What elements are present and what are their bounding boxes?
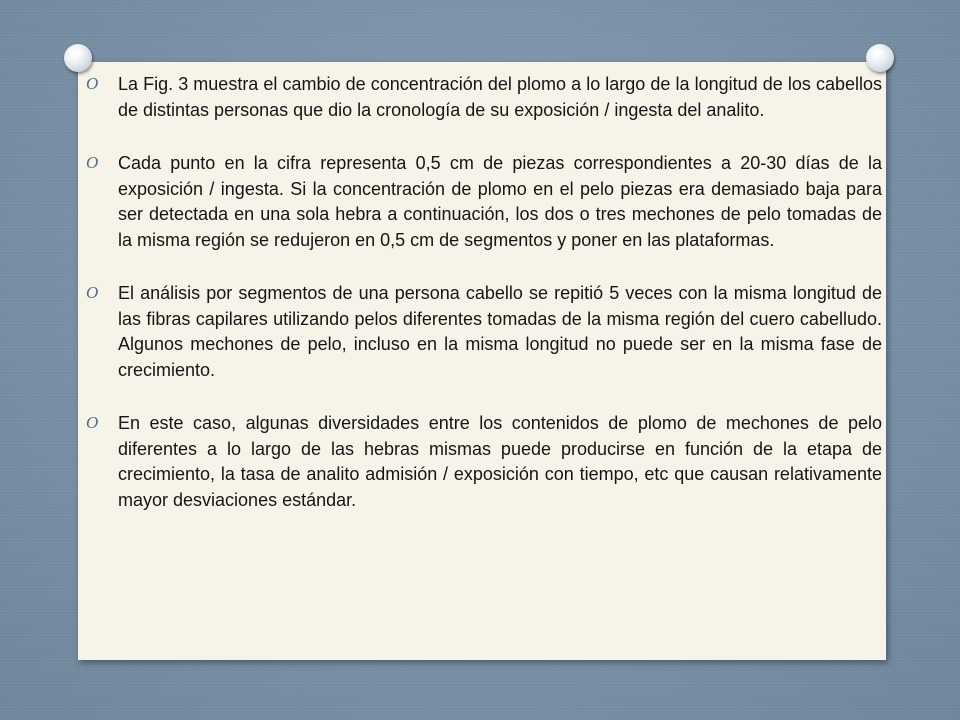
pushpin-left-icon (64, 44, 92, 72)
bullet-marker-icon: O (86, 153, 99, 172)
bullet-marker-icon: O (86, 74, 99, 93)
bullet-marker-icon: O (86, 283, 99, 302)
bullet-item (86, 411, 882, 513)
bullet-text: El análisis por segmentos de una persona cabello se repitió 5 veces con la misma longitud de las fibras capilares utilizando pelos diferentes tomadas de la misma región del cuero cabelludo. Algunos mechones de pelo, incluso en la misma longitud no puede ser en la misma fase de crecimiento. (118, 283, 882, 380)
bullet-text: Cada punto en la cifra representa 0,5 cm de piezas correspondientes a 20-30 días de la exposición / ingesta. Si la concentración de plomo en el pelo piezas era demasiado baja para ser detectada en una sola hebra a continuación, los dos o tres mechones de pelo tomadas de la misma región se redujeron en 0,5 cm de segmentos y poner en las plataformas. (118, 153, 882, 250)
bullet-list (86, 72, 882, 541)
bullet-item (86, 281, 882, 383)
bullet-text: La Fig. 3 muestra el cambio de concentración del plomo a lo largo de la longitud de los cabellos de distintas personas que dio la cronología de su exposición / ingesta del analito. (118, 74, 882, 120)
bullet-text: En este caso, algunas diversidades entre los contenidos de plomo de mechones de pelo diferentes a lo largo de las hebras mismas puede producirse en función de la etapa de crecimiento, la tasa de analito admisión / exposición con tiempo, etc que causan relativamente mayor desviaciones estándar. (118, 413, 882, 510)
bullet-item (86, 151, 882, 253)
pushpin-right-icon (866, 44, 894, 72)
bullet-item (86, 72, 882, 123)
bullet-marker-icon: O (86, 413, 99, 432)
